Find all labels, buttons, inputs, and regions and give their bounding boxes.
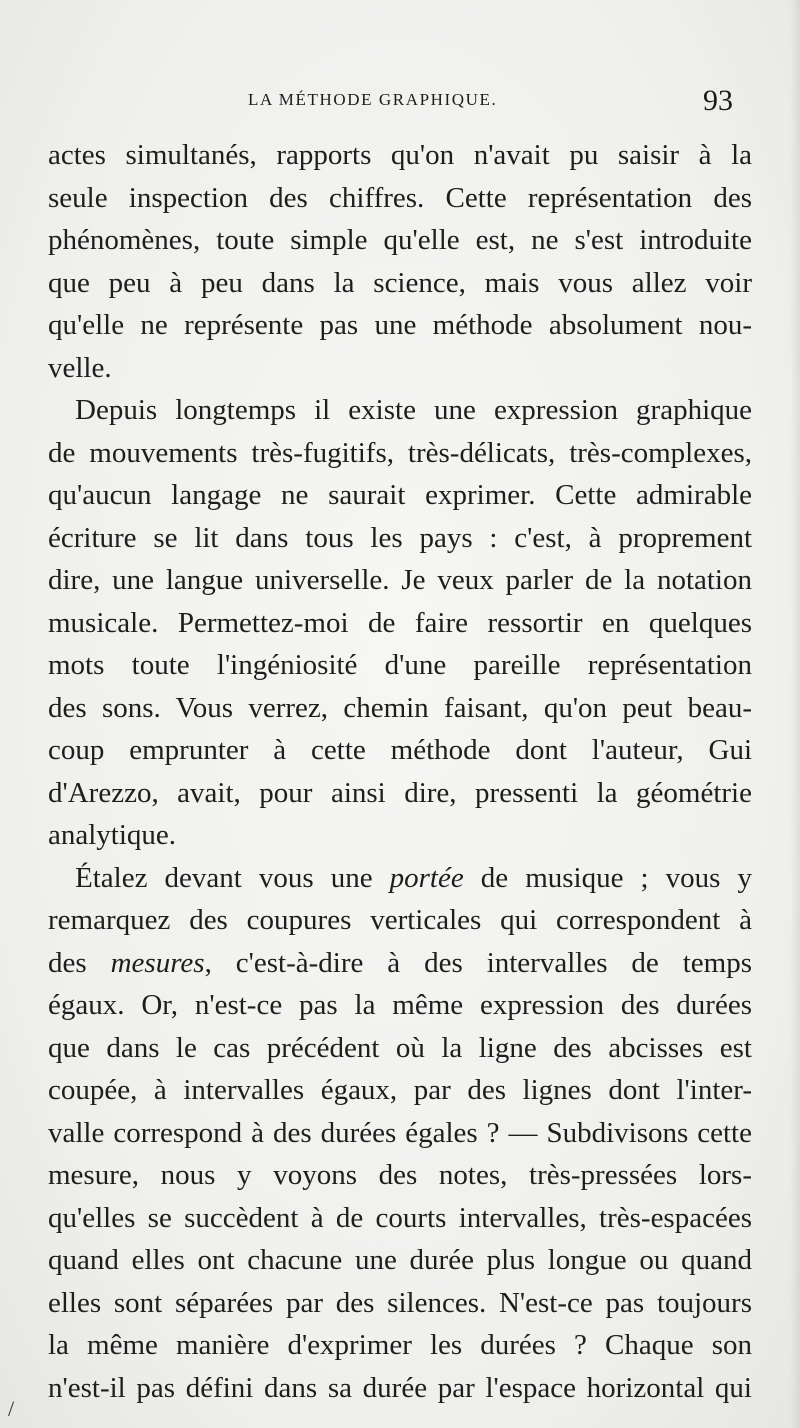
text-line: analytique. xyxy=(48,819,177,851)
text-line: égaux. Or, n'est-ce pas la même expression des durées xyxy=(48,989,752,1021)
text-fragment: de musique ; vous y xyxy=(463,861,752,894)
text-line: dire, une langue universelle. Je veux parler de la notation xyxy=(48,564,752,596)
text-line: de mouvements très-fugitifs, très-délicats, très-complexes, xyxy=(48,436,752,469)
text-line: quand elles ont chacune une durée plus longue ou quand xyxy=(48,1244,752,1276)
running-head: LA MÉTHODE GRAPHIQUE. xyxy=(248,90,498,109)
text-line: velle. xyxy=(48,351,112,384)
text-line: valle correspond à des durées égales ? — Subdivisons cette xyxy=(48,1116,752,1149)
body-text xyxy=(48,134,752,1409)
page-number: 93 xyxy=(703,84,733,117)
page-edge-shadow xyxy=(790,0,800,1428)
text-line: phénomènes, toute simple qu'elle est, ne s'est introduite xyxy=(48,224,752,256)
text-line: seule inspection des chiffres. Cette représentation des xyxy=(48,181,752,214)
text-line: des sons. Vous verrez, chemin faisant, qu'on peut beau- xyxy=(48,691,752,724)
text-line: n'est-il pas défini dans sa durée par l'espace horizontal qui xyxy=(48,1371,752,1404)
text-line: mots toute l'ingéniosité d'une pareille représentation xyxy=(48,649,752,681)
text-line: elles sont séparées par des silences. N'est-ce pas toujours xyxy=(48,1286,752,1319)
text-line: d'Arezzo, avait, pour ainsi dire, pressenti la géométrie xyxy=(48,776,752,809)
text-fragment: des xyxy=(48,946,111,979)
text-line: que peu à peu dans la science, mais vous allez voir xyxy=(48,266,752,299)
text-line: actes simultanés, rapports qu'on n'avait pu saisir à la xyxy=(48,139,752,171)
italic-term: portée xyxy=(389,861,464,894)
text-line: qu'elles se succèdent à de courts intervalles, très-espacées xyxy=(48,1201,752,1234)
text-line: coupée, à intervalles égaux, par des lignes dont l'inter- xyxy=(48,1074,752,1106)
text-line: la même manière d'exprimer les durées ? Chaque son xyxy=(48,1329,752,1361)
text-line: mesure, nous y voyons des notes, très-pressées lors- xyxy=(48,1159,752,1191)
text-line xyxy=(48,942,752,985)
text-line: écriture se lit dans tous les pays : c'est, à proprement xyxy=(48,521,752,554)
text-line: qu'aucun langage ne saurait exprimer. Cette admirable xyxy=(48,479,752,511)
italic-term: mesures xyxy=(110,946,205,979)
text-line: musicale. Permettez-moi de faire ressortir en quelques xyxy=(48,606,752,639)
stray-ink-mark: / xyxy=(8,1396,15,1421)
paragraph-start-line: Depuis longtemps il existe une expression graphique xyxy=(75,394,752,426)
paragraph-start-line xyxy=(48,857,752,900)
text-line: que dans le cas précédent où la ligne des abcisses est xyxy=(48,1031,752,1064)
page-header xyxy=(0,84,800,124)
text-fragment: , c'est-à-dire à des intervalles de temps xyxy=(204,946,752,979)
text-line: qu'elle ne représente pas une méthode absolument nou- xyxy=(48,309,752,341)
text-line: coup emprunter à cette méthode dont l'auteur, Gui xyxy=(48,734,752,766)
text-fragment: Étalez devant vous une xyxy=(75,861,390,894)
text-line: remarquez des coupures verticales qui correspondent à xyxy=(48,904,752,936)
